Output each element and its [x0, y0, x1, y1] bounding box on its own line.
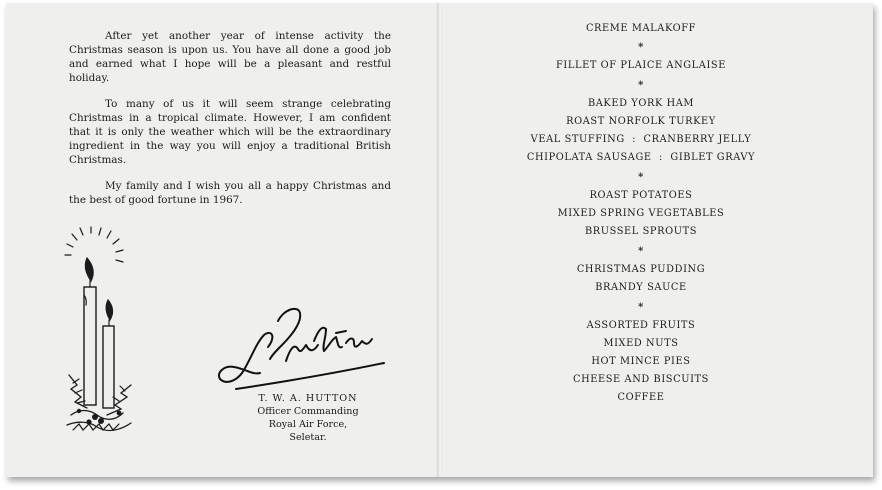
card-fold	[436, 3, 442, 477]
signature-block	[228, 392, 388, 444]
menu-item: FILLET OF PLAICE ANGLAISE	[555, 60, 726, 71]
menu-separator: *	[638, 42, 644, 53]
menu-separator: *	[638, 80, 644, 91]
signature-icon	[206, 301, 396, 393]
christmas-card	[6, 3, 873, 477]
christmas-letter	[69, 29, 391, 219]
letter-paragraph-3: My family and I wish you all a happy Christmas and the best of good fortune in 1967.	[69, 180, 391, 206]
letter-paragraph-1: After yet another year of intense activity the Christmas season is upon us. You have all done a good job and earned what I hope will be a pleasant and restful holiday.	[69, 30, 391, 84]
signatory-title: Officer Commanding	[257, 406, 359, 417]
menu-item: CHRISTMAS PUDDING	[576, 264, 706, 275]
menu-item: ASSORTED FRUITS	[586, 320, 696, 331]
menu-item: ROAST POTATOES	[589, 190, 693, 201]
menu-item: VEAL STUFFING : CRANBERRY JELLY	[530, 134, 752, 145]
menu-item: BAKED YORK HAM	[587, 98, 695, 109]
menu-separator: *	[638, 302, 644, 313]
menu-item: COFFEE	[617, 392, 665, 403]
menu-item: CHEESE AND BISCUITS	[573, 374, 709, 385]
menu-item: MIXED SPRING VEGETABLES	[557, 208, 725, 219]
signatory-location: Seletar.	[289, 432, 327, 443]
menu-item: HOT MINCE PIES	[591, 356, 691, 367]
menu-item: BRANDY SAUCE	[595, 282, 687, 293]
menu-item: CHIPOLATA SAUSAGE : GIBLET GRAVY	[526, 152, 756, 163]
letter-paragraph-2: To many of us it will seem strange celebrating Christmas in a tropical climate. However, I am confident that it is only the weather which will be the extraordinary ingredient in the way you will enjoy a traditional British Christmas.	[69, 98, 391, 166]
signatory-name: T. W. A. HUTTON	[258, 393, 358, 404]
menu-item: BRUSSEL SPROUTS	[584, 226, 698, 237]
menu-item: CREME MALAKOFF	[585, 23, 697, 34]
menu-separator: *	[638, 172, 644, 183]
signatory-unit: Royal Air Force,	[268, 419, 348, 430]
menu-separator: *	[638, 246, 644, 257]
menu-item: ROAST NORFOLK TURKEY	[566, 116, 716, 127]
christmas-candles-icon	[61, 225, 141, 440]
menu-item: MIXED NUTS	[603, 338, 679, 349]
